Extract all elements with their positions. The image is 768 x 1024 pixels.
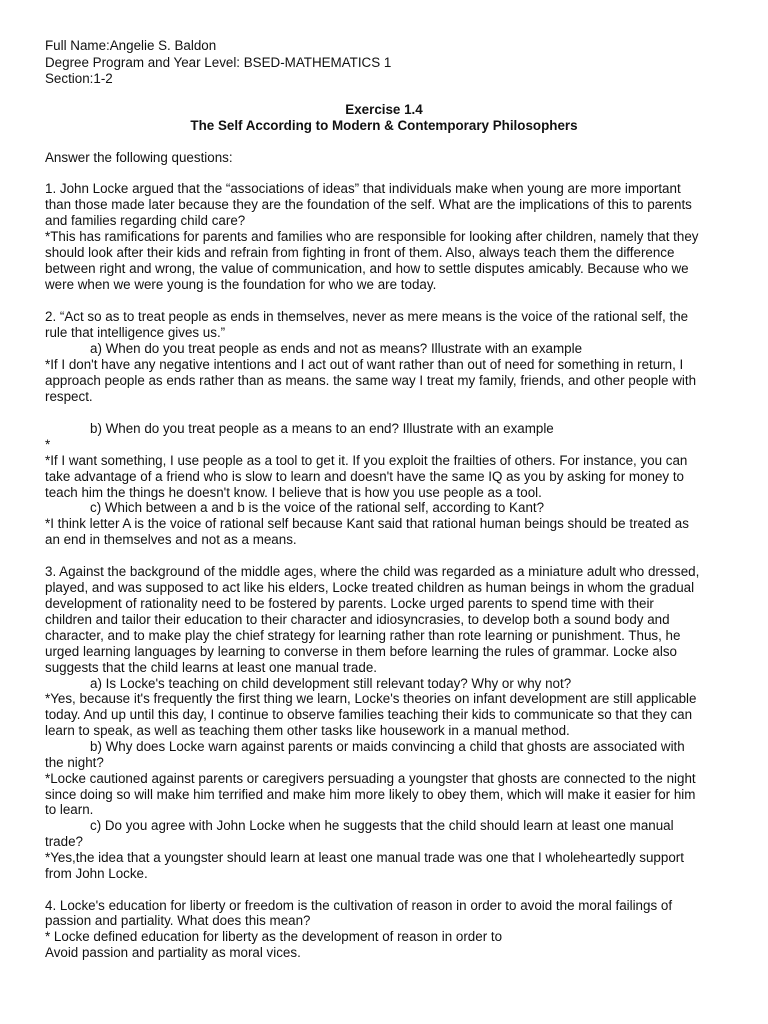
instructions: Answer the following questions: — [45, 150, 233, 165]
q1-question-line: 1. John Locke argued that the “associations of ideas” that individuals make when young are more important — [45, 181, 681, 196]
q3-question-line: character, and to make play the chief strategy for learning rather than rote learning or punishment. Thus, he — [45, 628, 681, 643]
q2c-answer-line: *I think letter A is the voice of rational self because Kant said that rational human beings should be treated as — [45, 516, 689, 531]
q2b-answer-line: *If I want something, I use people as a tool to get it. If you exploit the frailties of others. For instance, you can — [45, 453, 688, 468]
q3c-answer-line: *Yes,the idea that a youngster should learn at least one manual trade was one that I wholeheartedly support — [45, 850, 684, 865]
q3a-answer-line: learn to speak, as well as teaching them other tasks like housework in a manual method. — [45, 723, 570, 738]
q4-answer-line: * Locke defined education for liberty as the development of reason in order to — [45, 929, 503, 944]
q2b-answer-line: take advantage of a friend who is slow to learn and doesn't have the same IQ as you by asking for money to — [45, 469, 684, 484]
q1-answer-line: should look after their kids and refrain from fighting in front of them. Also, always teach them the difference — [45, 245, 675, 260]
q2a-question: a) When do you treat people as ends and not as means? Illustrate with an example — [90, 341, 583, 356]
q4-question-line: 4. Locke's education for liberty or freedom is the cultivation of reason in order to avoid the moral failings of — [45, 898, 673, 913]
q4-question-line: passion and partiality. What does this mean? — [45, 913, 311, 928]
q3b-answer-line: *Locke cautioned against parents or caregivers persuading a youngster that ghosts are connected to the night — [45, 771, 696, 786]
q3-question-line: suggests that the child learns at least one manual trade. — [45, 660, 377, 675]
q2c-answer-line: an end in themselves and not as a means. — [45, 532, 297, 547]
q3-question-line: children and tailor their education to their character and idiosyncrasies, to develop both a sound body and — [45, 612, 670, 627]
q3-question-line: development of rationality need to be fostered by parents. Locke urged parents to spend time with their — [45, 596, 654, 611]
q2a-answer-line: respect. — [45, 389, 93, 404]
q2-question-line: rule that intelligence gives us.” — [45, 325, 226, 340]
q3a-question: a) Is Locke's teaching on child development still relevant today? Why or why not? — [90, 676, 572, 691]
q2a-answer-line: approach people as ends rather than as means. the same way I treat my family, friends, and other people with — [45, 373, 697, 388]
q2b-question: b) When do you treat people as a means to an end? Illustrate with an example — [90, 421, 554, 436]
q3c-question-cont: trade? — [45, 834, 83, 849]
q2b-star: * — [45, 437, 51, 452]
q2c-question: c) Which between a and b is the voice of the rational self, according to Kant? — [90, 500, 545, 515]
q1-answer-line: *This has ramifications for parents and families who are responsible for looking after children, namely that they — [45, 229, 699, 244]
q1-question-line: than those made later because they are the foundation of the self. What are the implications of this to parents — [45, 197, 692, 212]
q2b-answer-line: teach him the things he doesn't know. I believe that is how you use people as a tool. — [45, 485, 542, 500]
q3a-answer-line: *Yes, because it's frequently the first thing we learn, Locke's theories on infant development are still applicable — [45, 691, 697, 706]
q3c-answer-line: from John Locke. — [45, 866, 148, 881]
q3a-answer-line: today. And up until this day, I continue to observe families teaching their kids to communicate so that they can — [45, 707, 693, 722]
q4-answer-line: Avoid passion and partiality as moral vices. — [45, 945, 301, 960]
q1-question-line: and families regarding child care? — [45, 213, 246, 228]
q3-question-line: 3. Against the background of the middle ages, where the child was regarded as a miniature adult who dressed, — [45, 564, 700, 579]
exercise-subtitle: The Self According to Modern & Contemporary Philosophers — [190, 118, 578, 133]
q3b-question-cont: the night? — [45, 755, 104, 770]
exercise-title: Exercise 1.4 — [345, 102, 423, 117]
q3b-question: b) Why does Locke warn against parents or maids convincing a child that ghosts are associated with — [90, 739, 685, 754]
q1-answer-line: were when we were young is the foundation for who we are today. — [45, 277, 437, 292]
q3c-question: c) Do you agree with John Locke when he suggests that the child should learn at least one manual — [90, 818, 674, 833]
degree-program: Degree Program and Year Level: BSED-MATHEMATICS 1 — [45, 55, 392, 70]
q2-question-line: 2. “Act so as to treat people as ends in themselves, never as mere means is the voice of the rational self, the — [45, 309, 689, 324]
q3b-answer-line: to learn. — [45, 802, 94, 817]
q2a-answer-line: *If I don't have any negative intentions and I act out of want rather than out of need for something in return, I — [45, 357, 684, 372]
q3b-answer-line: since doing so will make him terrified and make him more likely to obey them, which will make it easier for him — [45, 787, 696, 802]
q3-question-line: played, and was supposed to act like his elders, Locke treated children as human beings in whom the gradual — [45, 580, 695, 595]
q3-question-line: urged learning languages by learning to converse in them before learning the rules of grammar. Locke also — [45, 644, 677, 659]
full-name: Full Name:Angelie S. Baldon — [45, 38, 217, 53]
section: Section:1-2 — [45, 71, 113, 86]
q1-answer-line: between right and wrong, the value of communication, and how to settle disputes amicably. Because who we — [45, 261, 689, 276]
